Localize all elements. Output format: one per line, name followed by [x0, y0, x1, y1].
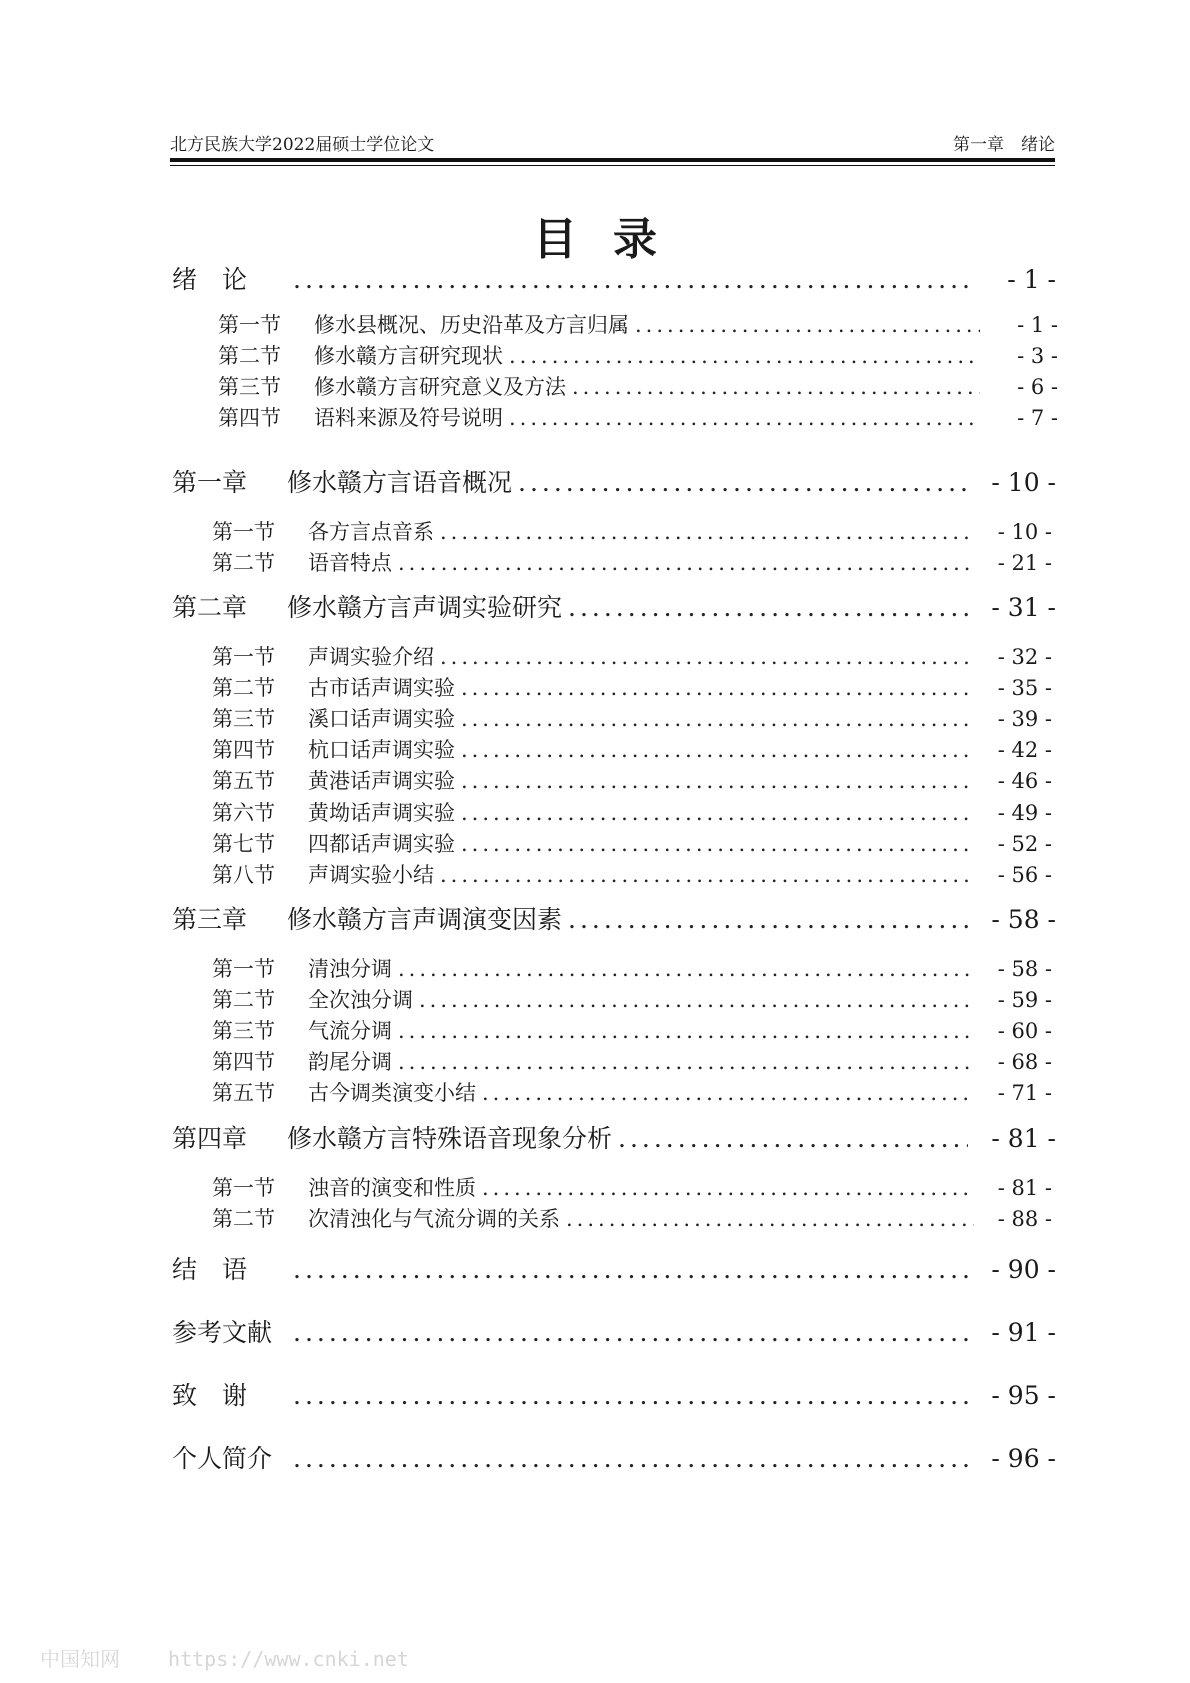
toc-entry-title: 修水赣方言声调演变因素	[287, 905, 563, 934]
header-rule-thin	[170, 165, 1055, 166]
toc-entry-number: 第三节	[212, 1019, 275, 1043]
toc-entry-section[interactable]	[212, 828, 1052, 858]
toc-leader-dots	[293, 1255, 968, 1284]
toc-entry-section[interactable]	[212, 1046, 1052, 1076]
toc-entry-biography[interactable]	[172, 1439, 1056, 1475]
toc-leader-dots	[635, 313, 980, 337]
toc-leader-dots	[568, 905, 968, 934]
header-thesis-title: 北方民族大学2022届硕士学位论文	[170, 135, 435, 155]
toc-leader-dots	[440, 520, 974, 544]
toc-entry-title: 声调实验小结	[308, 863, 434, 887]
toc-entry-title: 清浊分调	[308, 957, 392, 981]
toc-entry-page: - 68 -	[997, 1050, 1052, 1074]
watermark-logo-text: 中国知网	[40, 1647, 120, 1671]
header-rule-thick	[170, 158, 1055, 162]
toc-entry-number: 绪 论	[172, 265, 248, 294]
toc-entry-number: 第二节	[212, 1207, 275, 1231]
toc-entry-title: 修水赣方言声调实验研究	[287, 593, 563, 622]
toc-entry-conclusion[interactable]	[172, 1250, 1056, 1286]
toc-entry-number: 致 谢	[172, 1381, 248, 1410]
watermark-url: https://www.cnki.net	[168, 1647, 409, 1671]
toc-entry-section[interactable]	[212, 984, 1052, 1014]
toc-entry-number: 第二节	[212, 676, 275, 700]
toc-leader-dots	[440, 863, 974, 887]
toc-entry-page: - 1 -	[1017, 313, 1058, 337]
toc-entry-page: - 52 -	[997, 832, 1052, 856]
toc-entry-section[interactable]	[212, 1203, 1052, 1233]
header-chapter-title: 第一章 绪论	[953, 135, 1055, 155]
toc-entry-title: 语音特点	[308, 551, 392, 575]
toc-entry-page: - 95 -	[991, 1381, 1056, 1410]
toc-entry-number: 第八节	[212, 863, 275, 887]
toc-leader-dots	[419, 988, 974, 1012]
toc-leader-dots	[398, 551, 974, 575]
toc-entry-page: - 91 -	[991, 1318, 1056, 1347]
toc-leader-dots	[482, 1081, 974, 1105]
toc-entry-title: 古今调类演变小结	[308, 1081, 476, 1105]
toc-entry-page: - 58 -	[997, 957, 1052, 981]
toc-leader-dots	[618, 1124, 968, 1153]
toc-entry-acknowledgements[interactable]	[172, 1376, 1056, 1412]
toc-entry-number: 第二节	[212, 988, 275, 1012]
toc-entry-chapter-2[interactable]	[172, 588, 1056, 624]
toc-entry-page: - 88 -	[997, 1207, 1052, 1231]
toc-entry-chapter-1[interactable]	[172, 463, 1056, 499]
toc-entry-number: 第七节	[212, 832, 275, 856]
toc-entry-number: 第三章	[172, 905, 248, 934]
toc-entry-title: 修水赣方言研究现状	[314, 344, 503, 368]
toc-entry-section[interactable]	[218, 309, 1058, 339]
toc-leader-dots	[461, 801, 974, 825]
toc-leader-dots	[398, 1050, 974, 1074]
toc-entry-number: 第六节	[212, 801, 275, 825]
toc-entry-title: 气流分调	[308, 1019, 392, 1043]
toc-entry-title: 次清浊化与气流分调的关系	[308, 1207, 560, 1231]
toc-entry-section[interactable]	[212, 547, 1052, 577]
toc-leader-dots	[518, 468, 968, 497]
toc-leader-dots	[440, 645, 974, 669]
toc-entry-section[interactable]	[212, 672, 1052, 702]
toc-entry-title: 黄坳话声调实验	[308, 801, 455, 825]
toc-entry-section[interactable]	[212, 703, 1052, 733]
toc-entry-page: - 39 -	[997, 707, 1052, 731]
toc-leader-dots	[398, 957, 974, 981]
toc-entry-chapter-3[interactable]	[172, 900, 1056, 936]
toc-entry-section[interactable]	[212, 953, 1052, 983]
toc-leader-dots	[572, 375, 980, 399]
toc-entry-chapter-4[interactable]	[172, 1119, 1056, 1155]
toc-entry-introduction[interactable]	[172, 260, 1056, 296]
page-title: 目录	[533, 214, 693, 265]
toc-entry-page: - 35 -	[997, 676, 1052, 700]
toc-entry-page: - 81 -	[997, 1176, 1052, 1200]
toc-entry-number: 第一节	[212, 520, 275, 544]
toc-entry-number: 个人简介	[172, 1444, 273, 1473]
toc-leader-dots	[482, 1176, 974, 1200]
toc-entry-number: 第二节	[212, 551, 275, 575]
running-header	[170, 130, 1055, 156]
toc-entry-title: 韵尾分调	[308, 1050, 392, 1074]
toc-entry-title: 浊音的演变和性质	[308, 1176, 476, 1200]
toc-entry-title: 各方言点音系	[308, 520, 434, 544]
toc-entry-title: 语料来源及符号说明	[314, 406, 503, 430]
toc-entry-section[interactable]	[212, 859, 1052, 889]
toc-entry-page: - 90 -	[991, 1255, 1056, 1284]
toc-entry-number: 第一节	[212, 645, 275, 669]
toc-entry-number: 第四节	[212, 738, 275, 762]
toc-entry-section[interactable]	[218, 371, 1058, 401]
toc-leader-dots	[293, 265, 968, 294]
toc-entry-section[interactable]	[212, 797, 1052, 827]
toc-entry-number: 第四节	[218, 406, 281, 430]
toc-leader-dots	[509, 344, 980, 368]
toc-entry-page: - 96 -	[991, 1444, 1056, 1473]
toc-entry-page: - 71 -	[997, 1081, 1052, 1105]
toc-entry-page: - 81 -	[991, 1124, 1056, 1153]
toc-entry-page: - 49 -	[997, 801, 1052, 825]
toc-entry-number: 第一节	[218, 313, 281, 337]
toc-leader-dots	[293, 1318, 968, 1347]
toc-entry-section[interactable]	[212, 516, 1052, 546]
toc-entry-title: 修水县概况、历史沿革及方言归属	[314, 313, 629, 337]
toc-entry-page: - 1 -	[1007, 265, 1056, 294]
toc-entry-number: 参考文献	[172, 1318, 273, 1347]
toc-entry-section[interactable]	[212, 1172, 1052, 1202]
toc-entry-page: - 32 -	[997, 645, 1052, 669]
toc-entry-page: - 58 -	[991, 905, 1056, 934]
toc-leader-dots	[568, 593, 968, 622]
toc-entry-number: 第四章	[172, 1124, 248, 1153]
toc-entry-page: - 42 -	[997, 738, 1052, 762]
toc-entry-number: 第三节	[212, 707, 275, 731]
toc-entry-page: - 7 -	[1017, 406, 1058, 430]
toc-leader-dots	[461, 707, 974, 731]
toc-entry-references[interactable]	[172, 1313, 1056, 1349]
toc-entry-section[interactable]	[218, 340, 1058, 370]
toc-entry-number: 第二章	[172, 593, 248, 622]
toc-entry-page: - 60 -	[997, 1019, 1052, 1043]
toc-entry-number: 结 语	[172, 1255, 248, 1284]
cnki-watermark	[40, 1643, 409, 1672]
toc-entry-title: 古市话声调实验	[308, 676, 455, 700]
toc-entry-number: 第四节	[212, 1050, 275, 1074]
toc-leader-dots	[293, 1381, 968, 1410]
toc-entry-section[interactable]	[212, 734, 1052, 764]
toc-entry-number: 第五节	[212, 769, 275, 793]
toc-leader-dots	[509, 406, 980, 430]
toc-entry-title: 修水赣方言研究意义及方法	[314, 375, 566, 399]
toc-entry-title: 杭口话声调实验	[308, 738, 455, 762]
toc-leader-dots	[461, 832, 974, 856]
toc-entry-page: - 21 -	[997, 551, 1052, 575]
toc-entry-title: 声调实验介绍	[308, 645, 434, 669]
toc-leader-dots	[293, 1444, 968, 1473]
toc-leader-dots	[398, 1019, 974, 1043]
toc-entry-title: 修水赣方言语音概况	[287, 468, 513, 497]
toc-entry-number: 第五节	[212, 1081, 275, 1105]
toc-leader-dots	[461, 738, 974, 762]
toc-entry-section[interactable]	[212, 1015, 1052, 1045]
toc-entry-section[interactable]	[218, 402, 1058, 432]
toc-entry-title: 四都话声调实验	[308, 832, 455, 856]
toc-entry-page: - 56 -	[997, 863, 1052, 887]
toc-entry-page: - 10 -	[991, 468, 1056, 497]
toc-leader-dots	[461, 769, 974, 793]
toc-entry-title: 黄港话声调实验	[308, 769, 455, 793]
toc-entry-page: - 46 -	[997, 769, 1052, 793]
toc-entry-title: 修水赣方言特殊语音现象分析	[287, 1124, 613, 1153]
toc-entry-page: - 10 -	[997, 520, 1052, 544]
toc-entry-page: - 6 -	[1017, 375, 1058, 399]
toc-leader-dots	[566, 1207, 974, 1231]
toc-entry-page: - 31 -	[991, 593, 1056, 622]
toc-entry-title: 溪口话声调实验	[308, 707, 455, 731]
toc-entry-section[interactable]	[212, 641, 1052, 671]
toc-entry-section[interactable]	[212, 765, 1052, 795]
toc-entry-section[interactable]	[212, 1077, 1052, 1107]
toc-entry-number: 第一节	[212, 1176, 275, 1200]
toc-leader-dots	[461, 676, 974, 700]
toc-entry-number: 第一章	[172, 468, 248, 497]
toc-entry-title: 全次浊分调	[308, 988, 413, 1012]
toc-entry-page: - 59 -	[997, 988, 1052, 1012]
toc-entry-number: 第三节	[218, 375, 281, 399]
toc-entry-page: - 3 -	[1017, 344, 1058, 368]
toc-entry-number: 第二节	[218, 344, 281, 368]
toc-entry-number: 第一节	[212, 957, 275, 981]
